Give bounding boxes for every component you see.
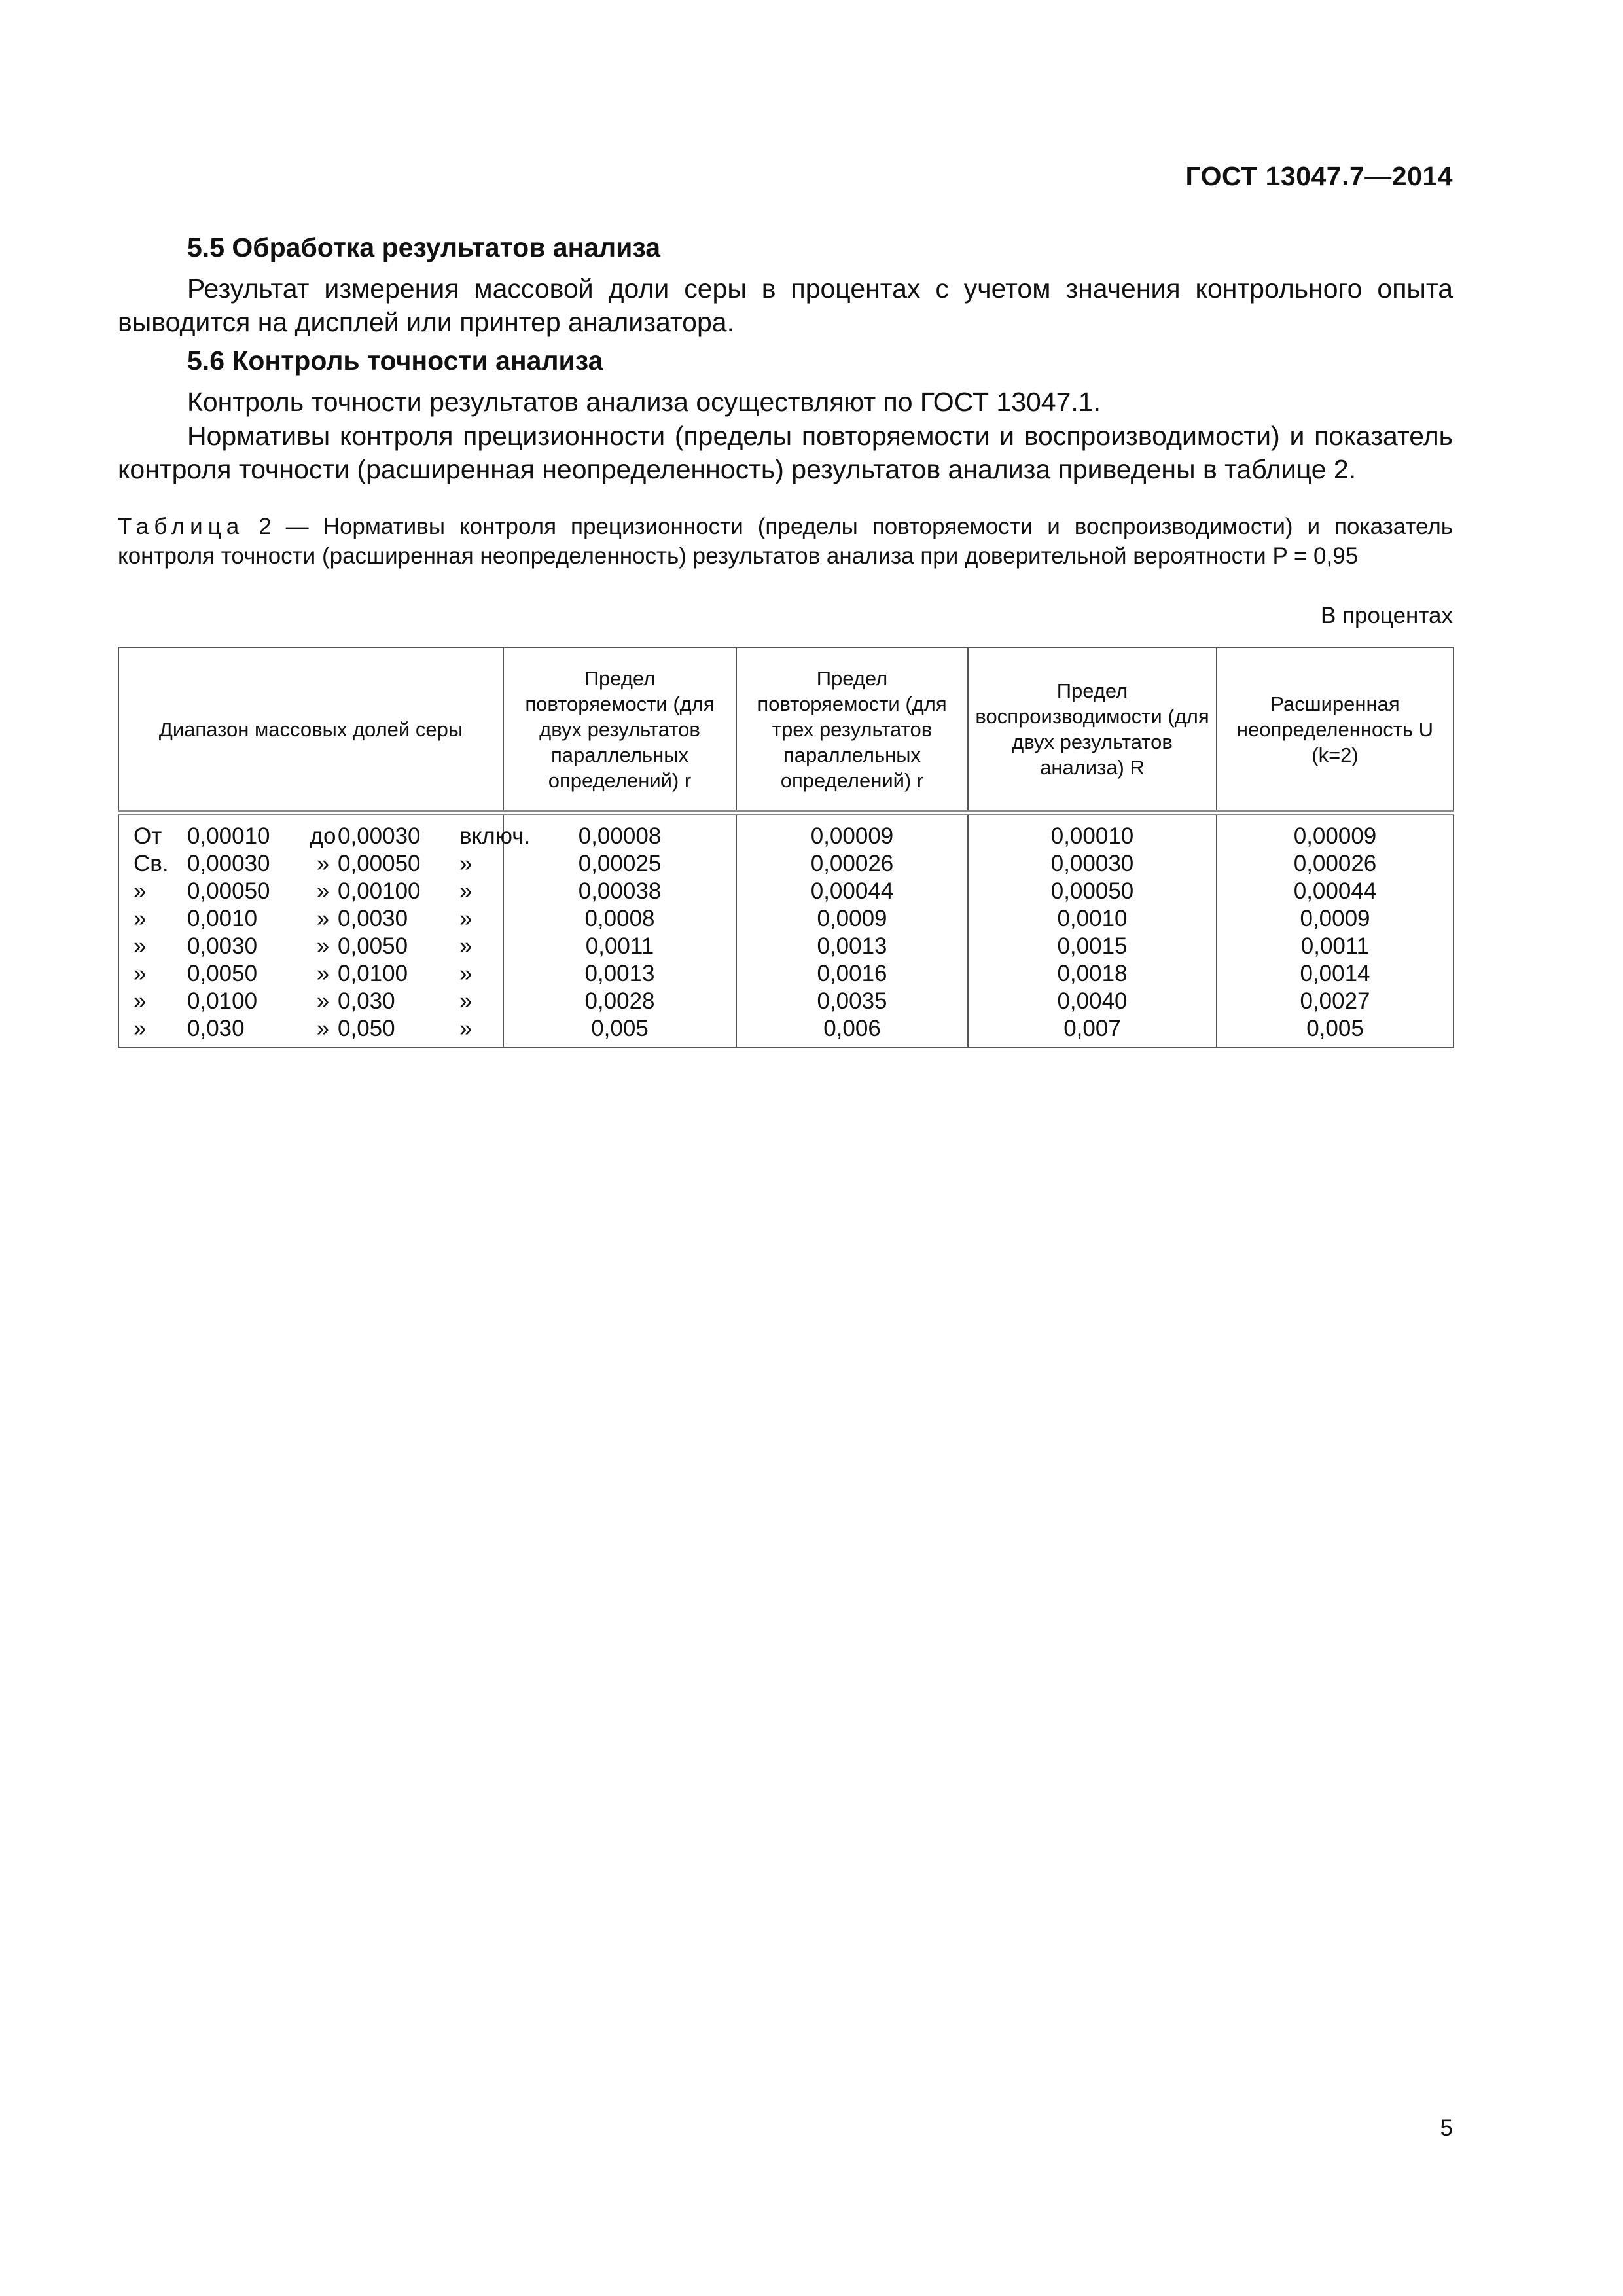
cell-range xyxy=(118,960,503,988)
cell-repeatability-three: 0,00009 xyxy=(736,813,968,851)
range-part: » xyxy=(134,878,147,904)
range-part: 0,00030 xyxy=(187,851,270,876)
range-part: » xyxy=(134,1016,147,1041)
range-part: » xyxy=(459,878,473,904)
range-part: » xyxy=(459,988,473,1014)
section-heading-5-6: 5.6 Контроль точности анализа xyxy=(187,346,603,376)
range-part: » xyxy=(459,1016,473,1041)
cell-repeatability-three: 0,0013 xyxy=(736,933,968,960)
cell-range xyxy=(118,905,503,933)
range-part: 0,030 xyxy=(187,1016,245,1041)
section-paragraph-5-6-b: Нормативы контроля прецизионности (пределы повторяемости и воспроизводимости) и показатель контроля точности (расширенная неопределенность) результатов анализа приведены в таблице 2. xyxy=(118,421,1453,484)
table-header-row xyxy=(118,647,1454,813)
range-part: » xyxy=(459,933,473,959)
range-part: » xyxy=(316,933,330,959)
cell-repeatability-two: 0,00008 xyxy=(503,813,736,851)
cell-repeatability-three: 0,0016 xyxy=(736,960,968,988)
table-row xyxy=(118,1015,1454,1047)
table-row xyxy=(118,988,1454,1015)
range-part: » xyxy=(459,851,473,876)
cell-range xyxy=(118,850,503,878)
range-part: Св. xyxy=(134,851,169,876)
cell-range xyxy=(118,813,531,851)
table-row xyxy=(118,878,1454,905)
cell-range xyxy=(118,1015,503,1047)
range-part: 0,0100 xyxy=(187,988,258,1014)
range-part: 0,00050 xyxy=(338,851,421,876)
cell-repeatability-two: 0,00025 xyxy=(503,850,736,878)
range-part: » xyxy=(316,851,330,876)
cell-reproducibility: 0,00030 xyxy=(968,850,1217,878)
range-part: » xyxy=(316,906,330,931)
cell-range xyxy=(118,933,503,960)
cell-repeatability-three: 0,0009 xyxy=(736,905,968,933)
range-part: » xyxy=(316,878,330,904)
cell-uncertainty: 0,0009 xyxy=(1217,905,1454,933)
range-part: 0,0010 xyxy=(187,906,258,931)
cell-reproducibility: 0,0015 xyxy=(968,933,1217,960)
precision-table xyxy=(118,647,1454,1048)
cell-uncertainty: 0,00026 xyxy=(1217,850,1454,878)
range-part: » xyxy=(459,961,473,986)
range-part: до xyxy=(310,823,336,849)
header-repeatability-two: Предел повторяемости (для двух результатов параллельных определений) r xyxy=(503,647,736,813)
range-part: 0,030 xyxy=(338,988,395,1014)
table-row xyxy=(118,960,1454,988)
range-part: 0,050 xyxy=(338,1016,395,1041)
cell-uncertainty: 0,00044 xyxy=(1217,878,1454,905)
cell-repeatability-two: 0,0011 xyxy=(503,933,736,960)
cell-uncertainty: 0,0011 xyxy=(1217,933,1454,960)
header-reproducibility: Предел воспроизводимости (для двух результатов анализа) R xyxy=(968,647,1217,813)
cell-repeatability-two: 0,005 xyxy=(503,1015,736,1047)
cell-reproducibility: 0,0040 xyxy=(968,988,1217,1015)
header-uncertainty: Расширенная неопределенность U (k=2) xyxy=(1217,647,1454,813)
header-repeatability-three: Предел повторяемости (для трех результатов параллельных определений) r xyxy=(736,647,968,813)
cell-reproducibility: 0,0018 xyxy=(968,960,1217,988)
section-heading-5-5: 5.5 Обработка результатов анализа xyxy=(187,232,661,262)
table-units: В процентах xyxy=(1320,603,1453,628)
range-part: 0,0030 xyxy=(338,906,408,931)
cell-uncertainty: 0,005 xyxy=(1217,1015,1454,1047)
table-caption-text: 2 — Нормативы контроля прецизионности (пределы повторяемости и воспроизводимости) и показатель контроля точности (расширенная неопределенность) результатов анализа при доверительной вероятности P = 0,95 xyxy=(118,514,1453,569)
table-row xyxy=(118,813,1454,851)
cell-reproducibility: 0,00050 xyxy=(968,878,1217,905)
range-part: » xyxy=(316,1016,330,1041)
header-range: Диапазон массовых долей серы xyxy=(118,647,503,813)
document-code: ГОСТ 13047.7—2014 xyxy=(1185,161,1453,191)
cell-repeatability-three: 0,00044 xyxy=(736,878,968,905)
range-part: 0,00050 xyxy=(187,878,270,904)
range-part: » xyxy=(134,988,147,1014)
cell-range xyxy=(118,988,503,1015)
cell-repeatability-three: 0,0035 xyxy=(736,988,968,1015)
page-number: 5 xyxy=(1440,2115,1453,2141)
cell-range xyxy=(118,878,503,905)
cell-repeatability-two: 0,00038 xyxy=(503,878,736,905)
table-row xyxy=(118,933,1454,960)
cell-reproducibility: 0,00010 xyxy=(968,813,1217,851)
range-part: 0,00100 xyxy=(338,878,421,904)
table-caption xyxy=(118,512,1453,571)
cell-repeatability-two: 0,0008 xyxy=(503,905,736,933)
cell-uncertainty: 0,0027 xyxy=(1217,988,1454,1015)
table-row xyxy=(118,850,1454,878)
range-part: » xyxy=(134,961,147,986)
range-part: » xyxy=(316,988,330,1014)
range-part: 0,00030 xyxy=(338,823,421,849)
range-part: 0,0050 xyxy=(338,933,408,959)
range-part: 0,0100 xyxy=(338,961,408,986)
table-row xyxy=(118,905,1454,933)
cell-uncertainty: 0,0014 xyxy=(1217,960,1454,988)
range-part: 0,0030 xyxy=(187,933,258,959)
range-part: » xyxy=(316,961,330,986)
range-part: » xyxy=(459,906,473,931)
cell-repeatability-three: 0,006 xyxy=(736,1015,968,1047)
section-paragraph-5-5: Результат измерения массовой доли серы в процентах с учетом значения контрольного опыта выводится на дисплей или принтер анализатора. xyxy=(118,274,1453,337)
cell-repeatability-two: 0,0013 xyxy=(503,960,736,988)
cell-repeatability-three: 0,00026 xyxy=(736,850,968,878)
cell-uncertainty: 0,00009 xyxy=(1217,813,1454,851)
range-part: » xyxy=(134,933,147,959)
range-part: От xyxy=(134,823,162,849)
range-part: » xyxy=(134,906,147,931)
cell-reproducibility: 0,0010 xyxy=(968,905,1217,933)
range-part: 0,0050 xyxy=(187,961,258,986)
cell-repeatability-two: 0,0028 xyxy=(503,988,736,1015)
table-caption-label: Таблица xyxy=(118,514,245,539)
section-paragraph-5-6-a: Контроль точности результатов анализа осуществляют по ГОСТ 13047.1. xyxy=(187,387,1101,417)
range-part: включ. xyxy=(459,823,531,849)
range-part: 0,00010 xyxy=(187,823,270,849)
cell-reproducibility: 0,007 xyxy=(968,1015,1217,1047)
